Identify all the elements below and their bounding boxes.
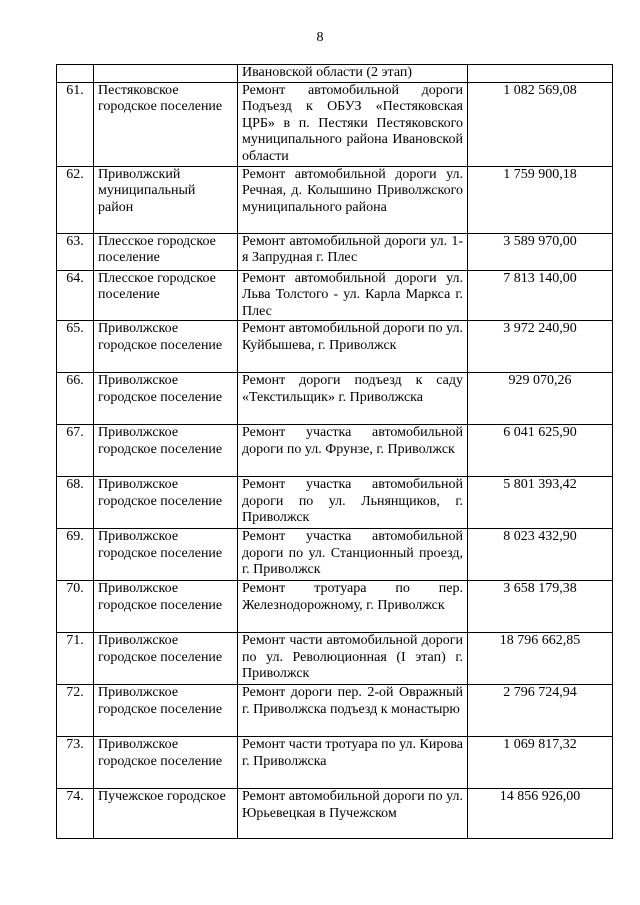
table-body (57, 65, 613, 839)
amount-cell (468, 65, 613, 83)
row-number: 64. (57, 270, 94, 321)
amount-cell: 1 069 817,32 (468, 737, 613, 789)
row-number: 65. (57, 321, 94, 373)
row-number: 72. (57, 685, 94, 737)
municipality-cell (94, 65, 238, 83)
row-number: 68. (57, 477, 94, 529)
table-row (57, 373, 613, 425)
description-cell: Ремонт автомобильной дороги ул. 1-я Запрудная г. Плес (238, 233, 468, 270)
amount-cell: 3 589 970,00 (468, 233, 613, 270)
description-cell: Ремонт автомобильной дороги по ул. Юрьевецкая в Пучежском (238, 789, 468, 839)
table-row (57, 529, 613, 581)
table-row (57, 270, 613, 321)
row-number: 62. (57, 166, 94, 233)
description-cell: Ремонт части тротуара по ул. Кирова г. Приволжска (238, 737, 468, 789)
row-number: 69. (57, 529, 94, 581)
municipality-cell: Приволжское городское поселение (94, 737, 238, 789)
municipality-cell: Пестяковское городское поселение (94, 82, 238, 166)
description-cell: Ремонт автомобильной дороги Подъезд к ОБУЗ «Пестяковская ЦРБ» в п. Пестяки Пестяковского муниципального района Ивановской области (238, 82, 468, 166)
page-number: 8 (316, 30, 324, 45)
table-row (57, 233, 613, 270)
amount-cell: 3 658 179,38 (468, 581, 613, 633)
amount-cell: 2 796 724,94 (468, 685, 613, 737)
municipality-cell: Приволжское городское поселение (94, 685, 238, 737)
description-cell: Ремонт участка автомобильной дороги по ул. Льнянщиков, г. Приволжск (238, 477, 468, 529)
description-cell: Ремонт автомобильной дороги по ул. Куйбышева, г. Приволжск (238, 321, 468, 373)
table-row (57, 166, 613, 233)
table-row (57, 789, 613, 839)
table-row (57, 737, 613, 789)
amount-cell: 6 041 625,90 (468, 425, 613, 477)
municipality-cell: Приволжское городское поселение (94, 633, 238, 685)
amount-cell: 8 023 432,90 (468, 529, 613, 581)
description-cell: Ивановской области (2 этап) (238, 65, 468, 83)
table-row (57, 425, 613, 477)
municipality-cell: Приволжское городское поселение (94, 529, 238, 581)
municipality-cell: Плесское городское поселение (94, 270, 238, 321)
amount-cell: 7 813 140,00 (468, 270, 613, 321)
municipality-cell: Приволжское городское поселение (94, 581, 238, 633)
row-number: 61. (57, 82, 94, 166)
table-row (57, 65, 613, 83)
table-row (57, 633, 613, 685)
description-cell: Ремонт автомобильной дороги ул. Льва Толстого - ул. Карла Маркса г. Плес (238, 270, 468, 321)
row-number: 74. (57, 789, 94, 839)
road-repair-table (56, 64, 613, 839)
municipality-cell: Плесское городское поселение (94, 233, 238, 270)
amount-cell: 18 796 662,85 (468, 633, 613, 685)
amount-cell: 14 856 926,00 (468, 789, 613, 839)
table-row (57, 477, 613, 529)
row-number: 67. (57, 425, 94, 477)
table-row (57, 321, 613, 373)
municipality-cell: Приволжское городское поселение (94, 477, 238, 529)
description-cell: Ремонт тротуара по пер. Железнодорожному, г. Приволжск (238, 581, 468, 633)
table-row (57, 581, 613, 633)
description-cell: Ремонт дороги подъезд к саду «Текстильщик» г. Приволжска (238, 373, 468, 425)
row-number (57, 65, 94, 83)
amount-cell: 1 759 900,18 (468, 166, 613, 233)
amount-cell: 5 801 393,42 (468, 477, 613, 529)
row-number: 66. (57, 373, 94, 425)
description-cell: Ремонт автомобильной дороги ул. Речная, д. Колышино Приволжского муниципального района (238, 166, 468, 233)
amount-cell: 3 972 240,90 (468, 321, 613, 373)
row-number: 70. (57, 581, 94, 633)
municipality-cell: Приволжский муниципальный район (94, 166, 238, 233)
description-cell: Ремонт дороги пер. 2-ой Овражный г. Приволжска подъезд к монастырю (238, 685, 468, 737)
municipality-cell: Приволжское городское поселение (94, 373, 238, 425)
table-row (57, 685, 613, 737)
description-cell: Ремонт участка автомобильной дороги по ул. Станционный проезд, г. Приволжск (238, 529, 468, 581)
municipality-cell: Пучежское городское (94, 789, 238, 839)
description-cell: Ремонт части автомобильной дороги по ул. Революционная (I этап) г. Приволжск (238, 633, 468, 685)
amount-cell: 929 070,26 (468, 373, 613, 425)
municipality-cell: Приволжское городское поселение (94, 425, 238, 477)
row-number: 73. (57, 737, 94, 789)
table-row (57, 82, 613, 166)
amount-cell: 1 082 569,08 (468, 82, 613, 166)
row-number: 71. (57, 633, 94, 685)
row-number: 63. (57, 233, 94, 270)
description-cell: Ремонт участка автомобильной дороги по ул. Фрунзе, г. Приволжск (238, 425, 468, 477)
municipality-cell: Приволжское городское поселение (94, 321, 238, 373)
